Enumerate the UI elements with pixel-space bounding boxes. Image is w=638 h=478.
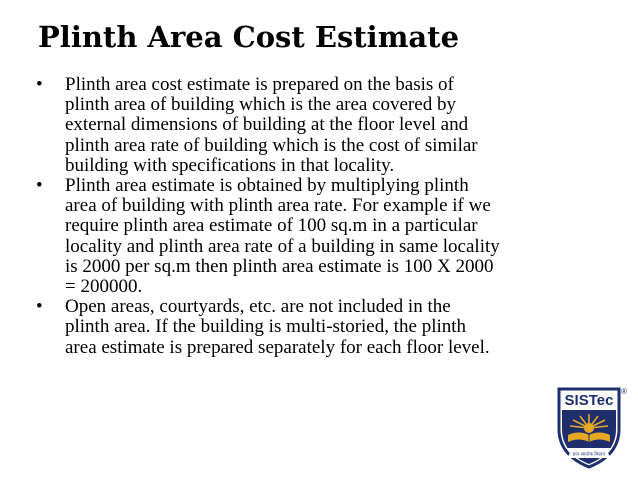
slide-title: Plinth Area Cost Estimate: [38, 20, 460, 54]
bullet-item: [36, 75, 606, 176]
bullet-point-icon: •: [36, 296, 43, 318]
bullet-point-icon: •: [36, 74, 43, 95]
logo-wordmark: SISTec: [564, 392, 614, 409]
bullet-item: [36, 297, 606, 358]
bullet-item: [36, 176, 606, 297]
registered-mark: ®: [621, 387, 627, 396]
bullet-text: Open areas, courtyards, etc. are not included in the plinth area. If the building is multi-storied, the plinth area estimate is prepared separately for each floor level.: [65, 296, 490, 358]
bullet-point-icon: •: [36, 175, 43, 197]
bullet-list: [36, 75, 606, 358]
logo-motto: ज्ञान आलोक विस्तार: [572, 452, 606, 458]
bullet-text: Plinth area cost estimate is prepared on the basis of plinth area of building which is the area covered by external dimensions of building at the floor level and plinth area rate of building which is the cost of similar building with specifications in that locality.: [65, 74, 478, 176]
bullet-text: Plinth area estimate is obtained by multiplying plinth area of building with plinth area rate. For example if we require plinth area estimate of 100 sq.m in a particular locality and plinth area rate of a building in same locality is 2000 per sq.m then plinth area estimate is 100 X 2000 = 200000.: [65, 175, 500, 298]
sistec-logo: [553, 385, 629, 469]
